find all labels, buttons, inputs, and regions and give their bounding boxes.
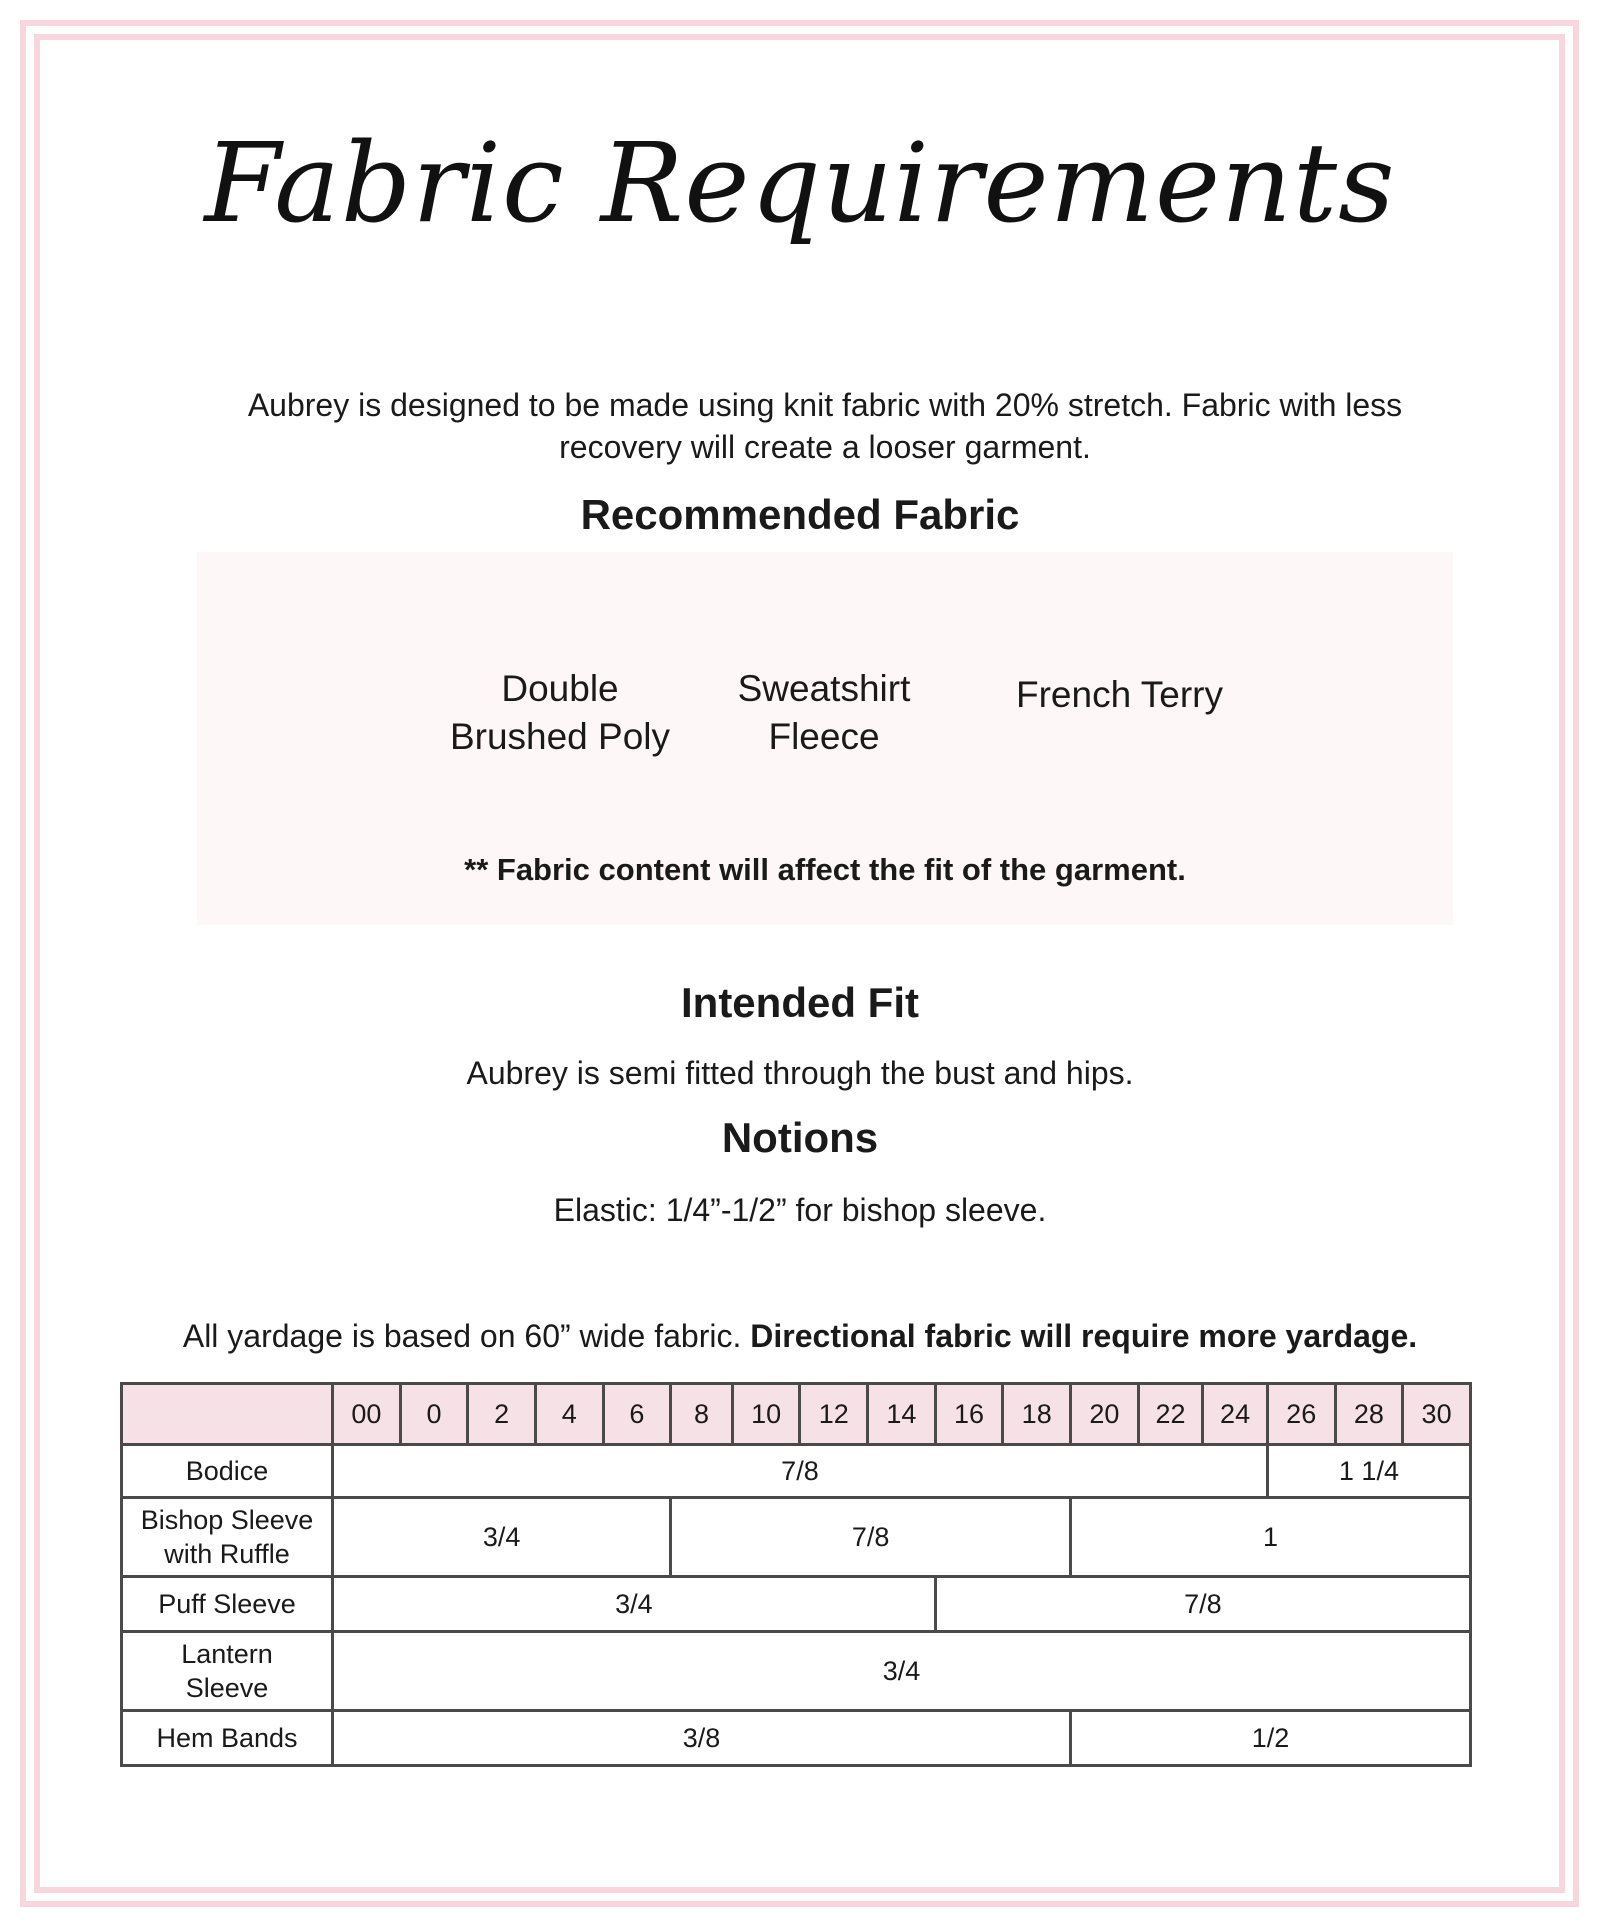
row-label: Bodice: [122, 1445, 333, 1498]
table-row-bodice: [122, 1445, 1471, 1498]
recommended-fabric-heading: Recommended Fabric: [580, 491, 1020, 538]
table-row-lantern-sleeve: [122, 1632, 1471, 1711]
page-title: Fabric Requirements: [204, 119, 1396, 247]
yardage-cell: 3/4: [333, 1577, 936, 1632]
size-header: 30: [1403, 1384, 1471, 1445]
size-header: 22: [1138, 1384, 1203, 1445]
size-header: 26: [1267, 1384, 1335, 1445]
intended-fit-text: Aubrey is semi fitted through the bust and hips.: [466, 1055, 1134, 1091]
size-header: 20: [1071, 1384, 1139, 1445]
row-label: Puff Sleeve: [122, 1577, 333, 1632]
yardage-cell: 1: [1071, 1498, 1471, 1577]
size-header: 10: [732, 1384, 800, 1445]
recommended-fabric-box: [197, 552, 1453, 925]
yardage-cell: 3/8: [333, 1711, 1071, 1766]
yardage-cell: 1/2: [1071, 1711, 1471, 1766]
fabric-double-brushed-poly: Double Brushed Poly: [449, 668, 671, 757]
row-label: Lantern Sleeve: [122, 1632, 333, 1711]
size-header: 4: [535, 1384, 603, 1445]
size-header: 6: [603, 1384, 671, 1445]
intended-fit-heading: Intended Fit: [681, 979, 919, 1026]
table-row-hem-bands: [122, 1711, 1471, 1766]
yardage-note: [0, 1316, 1600, 1356]
fabric-french-terry: French Terry: [1016, 674, 1223, 715]
yardage-cell: 1 1/4: [1267, 1445, 1470, 1498]
notions-heading: Notions: [721, 1114, 879, 1161]
row-label: Hem Bands: [122, 1711, 333, 1766]
yardage-cell: 3/4: [333, 1632, 1471, 1711]
size-header: 16: [935, 1384, 1003, 1445]
size-header: 28: [1335, 1384, 1403, 1445]
fabric-content-note: ** Fabric content will affect the fit of the garment.: [464, 852, 1186, 887]
size-header: 0: [400, 1384, 468, 1445]
size-header-row: [122, 1384, 1471, 1445]
yardage-cell: 7/8: [333, 1445, 1268, 1498]
yardage-table: [120, 1382, 1472, 1767]
fabric-sweatshirt-fleece: Sweatshirt Fleece: [737, 668, 911, 757]
size-header: 2: [468, 1384, 536, 1445]
yardage-note-regular: All yardage is based on 60” wide fabric.: [182, 1318, 751, 1354]
size-header: 18: [1003, 1384, 1071, 1445]
yardage-cell: 7/8: [671, 1498, 1071, 1577]
table-row-puff-sleeve: [122, 1577, 1471, 1632]
table-corner-cell: [122, 1384, 333, 1445]
row-label: Bishop Sleeve with Ruffle: [122, 1498, 333, 1577]
size-header: 12: [800, 1384, 868, 1445]
intro-text: Aubrey is designed to be made using knit fabric with 20% stretch. Fabric with less recovery will create a looser garment.: [247, 387, 1403, 465]
yardage-note-bold: Directional fabric will require more yardage.: [750, 1318, 1418, 1354]
table-row-bishop-sleeve: [122, 1498, 1471, 1577]
yardage-cell: 3/4: [333, 1498, 671, 1577]
size-header: 8: [671, 1384, 733, 1445]
size-header: 14: [868, 1384, 936, 1445]
size-header: 00: [333, 1384, 401, 1445]
size-header: 24: [1203, 1384, 1268, 1445]
notions-text: Elastic: 1/4”-1/2” for bishop sleeve.: [553, 1192, 1047, 1228]
yardage-cell: 7/8: [935, 1577, 1470, 1632]
